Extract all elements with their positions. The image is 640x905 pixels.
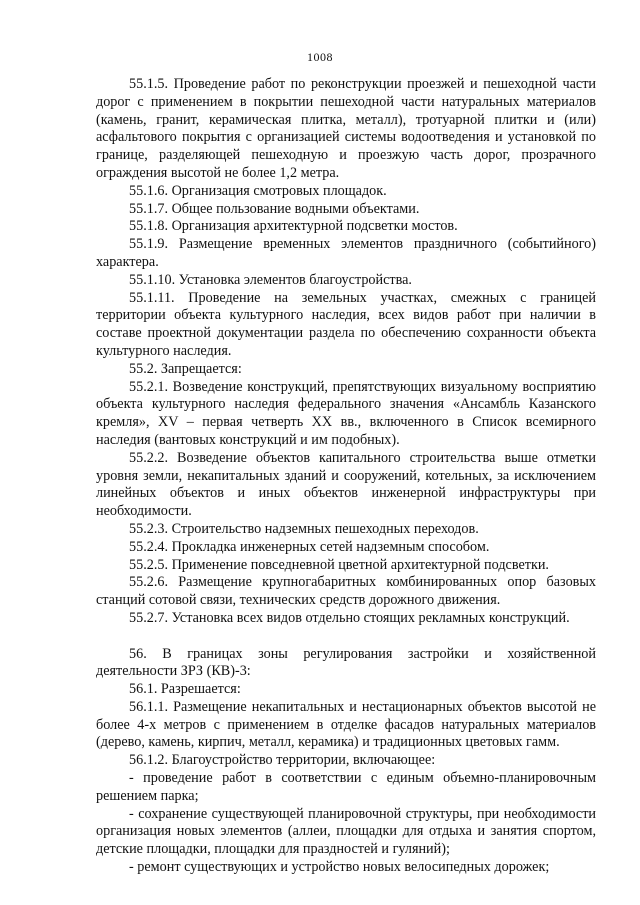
paragraph-55-2-3: 55.2.3. Строительство надземных пешеходных переходов. bbox=[129, 520, 479, 537]
paragraph-55-2-1: 55.2.1. Возведение конструкций, препятствующих визуальному восприятию объекта культурного наследия федерального значения «Ансамбль Казанского кремля», XV – первая четверть XX вв., включенного в Список всемирного наследия (вантовых конструкций и им подобных). bbox=[96, 378, 596, 448]
paragraph-55-2-4: 55.2.4. Прокладка инженерных сетей надземным способом. bbox=[129, 538, 490, 555]
paragraph-56-1-2: 56.1.2. Благоустройство территории, включающее: bbox=[129, 752, 436, 769]
list-item-bicycle-paths: - ремонт существующих и устройство новых велосипедных дорожек; bbox=[129, 859, 550, 876]
paragraph-55-2-6: 55.2.6. Размещение крупногабаритных комбинированных опор базовых станций сотовой связи, технических средств дорожного движения. bbox=[96, 574, 596, 609]
paragraph-56: 56. В границах зоны регулирования застройки и хозяйственной деятельности ЗРЗ (КВ)-3: bbox=[96, 645, 596, 680]
paragraph-55-1-5: 55.1.5. Проведение работ по реконструкции проезжей и пешеходной части дорог с применением в покрытии пешеходной части натуральных материалов (камень, гранит, керамическая плитка, металл), тротуарной плитки и (или) асфальтового покрытия с организацией системы водоотведения и установкой по границе, разделяющей пешеходную и проезжую часть дорог, прозрачного ограждения высотой не более 1,2 метра. bbox=[96, 76, 596, 181]
paragraph-55-1-10: 55.1.10. Установка элементов благоустройства. bbox=[129, 271, 412, 288]
paragraph-55-2-2: 55.2.2. Возведение объектов капитального строительства выше отметки уровня земли, некапитальных зданий и сооружений, котельных, за исключением линейных объектов и иных объектов инженерной инфраструктуры при необходимости. bbox=[96, 449, 596, 520]
list-item-planning-solution: - проведение работ в соответствии с единым объемно-планировочным решением парка; bbox=[96, 770, 596, 804]
document-body bbox=[96, 76, 596, 877]
paragraph-55-2: 55.2. Запрещается: bbox=[129, 360, 242, 377]
paragraph-55-1-8: 55.1.8. Организация архитектурной подсветки мостов. bbox=[129, 218, 458, 235]
page-number: 1008 bbox=[307, 50, 333, 64]
paragraph-55-1-9: 55.1.9. Размещение временных элементов праздничного (событийного) характера. bbox=[96, 236, 596, 270]
paragraph-55-1-6: 55.1.6. Организация смотровых площадок. bbox=[129, 182, 387, 199]
paragraph-55-1-7: 55.1.7. Общее пользование водными объектами. bbox=[129, 200, 420, 217]
paragraph-55-2-7: 55.2.7. Установка всех видов отдельно стоящих рекламных конструкций. bbox=[129, 609, 570, 626]
paragraph-56-1: 56.1. Разрешается: bbox=[129, 681, 241, 698]
paragraph-55-2-5: 55.2.5. Применение повседневной цветной архитектурной подсветки. bbox=[129, 556, 549, 573]
paragraph-55-1-11: 55.1.11. Проведение на земельных участках, смежных с границей территории объекта культурного наследия, всех видов работ при наличии в составе проектной документации раздела по обеспечению сохранности объекта культурного наследия. bbox=[96, 289, 596, 359]
list-item-planning-structure: - сохранение существующей планировочной структуры, при необходимости организация новых элементов (аллеи, площадки для отдыха и занятия спортом, детские площадки, площадки для праздностей и гуляний); bbox=[96, 805, 596, 858]
paragraph-56-1-1: 56.1.1. Размещение некапитальных и нестационарных объектов высотой не более 4-х метров с применением в отделке фасадов натуральных материалов (дерево, камень, кирпич, металл, керамика) и традиционных цветовых гамм. bbox=[96, 698, 596, 751]
